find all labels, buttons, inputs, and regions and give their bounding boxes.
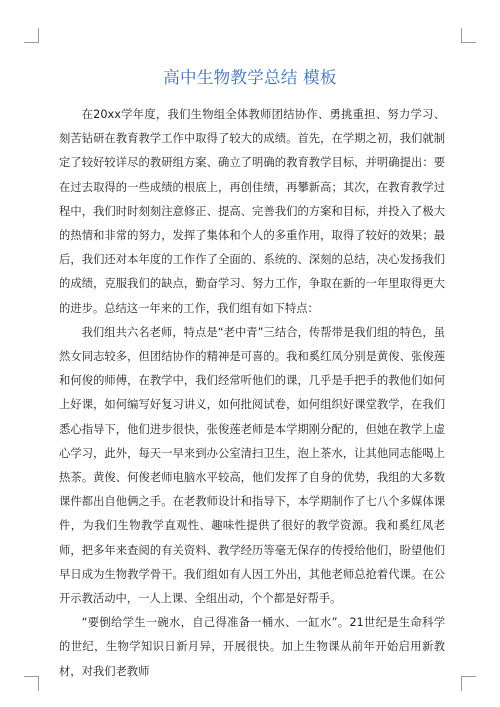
paragraph-2: 我们组共六名老师，特点是“老中青”三结合，传帮带是我们组的特色，虽然女同志较多，但团结协作的精神是可喜的。我和奚红凤分别是黄俊、张俊莲和何俊的师傅，在教学中，我们经常听他们的课，几乎是手把手的教他们如何上好课，如何编写好复习讲义，如何批阅试卷，如何组织好课堂教学，在我们悉心指导下，他们进步很快，张俊莲老师是本学期刚分配的，但她在教学上虚心学习，此外，每天一早来到办公室清扫卫生，泡上茶水，让其他同志能喝上热茶。黄俊、何俊老师电脑水平较高，他们发挥了自身的优势，我组的大多数课件都出自他俩之手。在老教师设计和指导下，本学期制作了七八个多媒体课件，为我们生物教学直观性、趣味性提供了很好的教学资源。我和奚红凤老师，把多年来查阅的有关资料、教学经历等毫无保存的传授给他们，盼望他们早日成为生物教学骨干。我们组如有人因工外出，其他老师总抢着代课。在公开示教活动中，一人上课、全组出动，个个都是好帮手。 xyxy=(59,325,445,606)
crop-mark-bottom-left xyxy=(24,676,39,691)
crop-mark-top-right xyxy=(461,28,476,43)
paragraph-3: “要倒给学生一碗水，自己得准备一桶水、一缸水”。21世纪是生命科学的世纪，生物学知识日新月异，开展很快。加上生物课从前年开始启用新教材，对我们老教师 xyxy=(59,616,445,678)
document-body xyxy=(59,103,445,684)
crop-mark-top-left xyxy=(24,28,39,43)
crop-mark-bottom-right xyxy=(461,676,476,691)
document-title: 高中生物教学总结 模板 xyxy=(163,68,337,87)
paragraph-1: 在20xx学年度，我们生物组全体教师团结协作、勇挑重担、努力学习、刻苦钻研在教育教学工作中取得了较大的成绩。首先，在学期之初，我们就制定了较好较详尽的教研组方案、确立了明确的教育教学目标，并明确提出：要在过去取得的一些成绩的根底上，再创佳绩，再攀新高；其次，在教育教学过程中，我们时时刻刻注意修正、提高、完善我们的方案和目标，并投入了极大的热情和非常的努力，发挥了集体和个人的多重作用，取得了较好的效果；最后，我们还对本年度的工作作了全面的、系统的、深刻的总结，决心发扬我们的成绩，克服我们的缺点，勤奋学习、努力工作，争取在新的一年里取得更大的进步。总结这一年来的工作，我们组有如下特点： xyxy=(59,108,445,315)
